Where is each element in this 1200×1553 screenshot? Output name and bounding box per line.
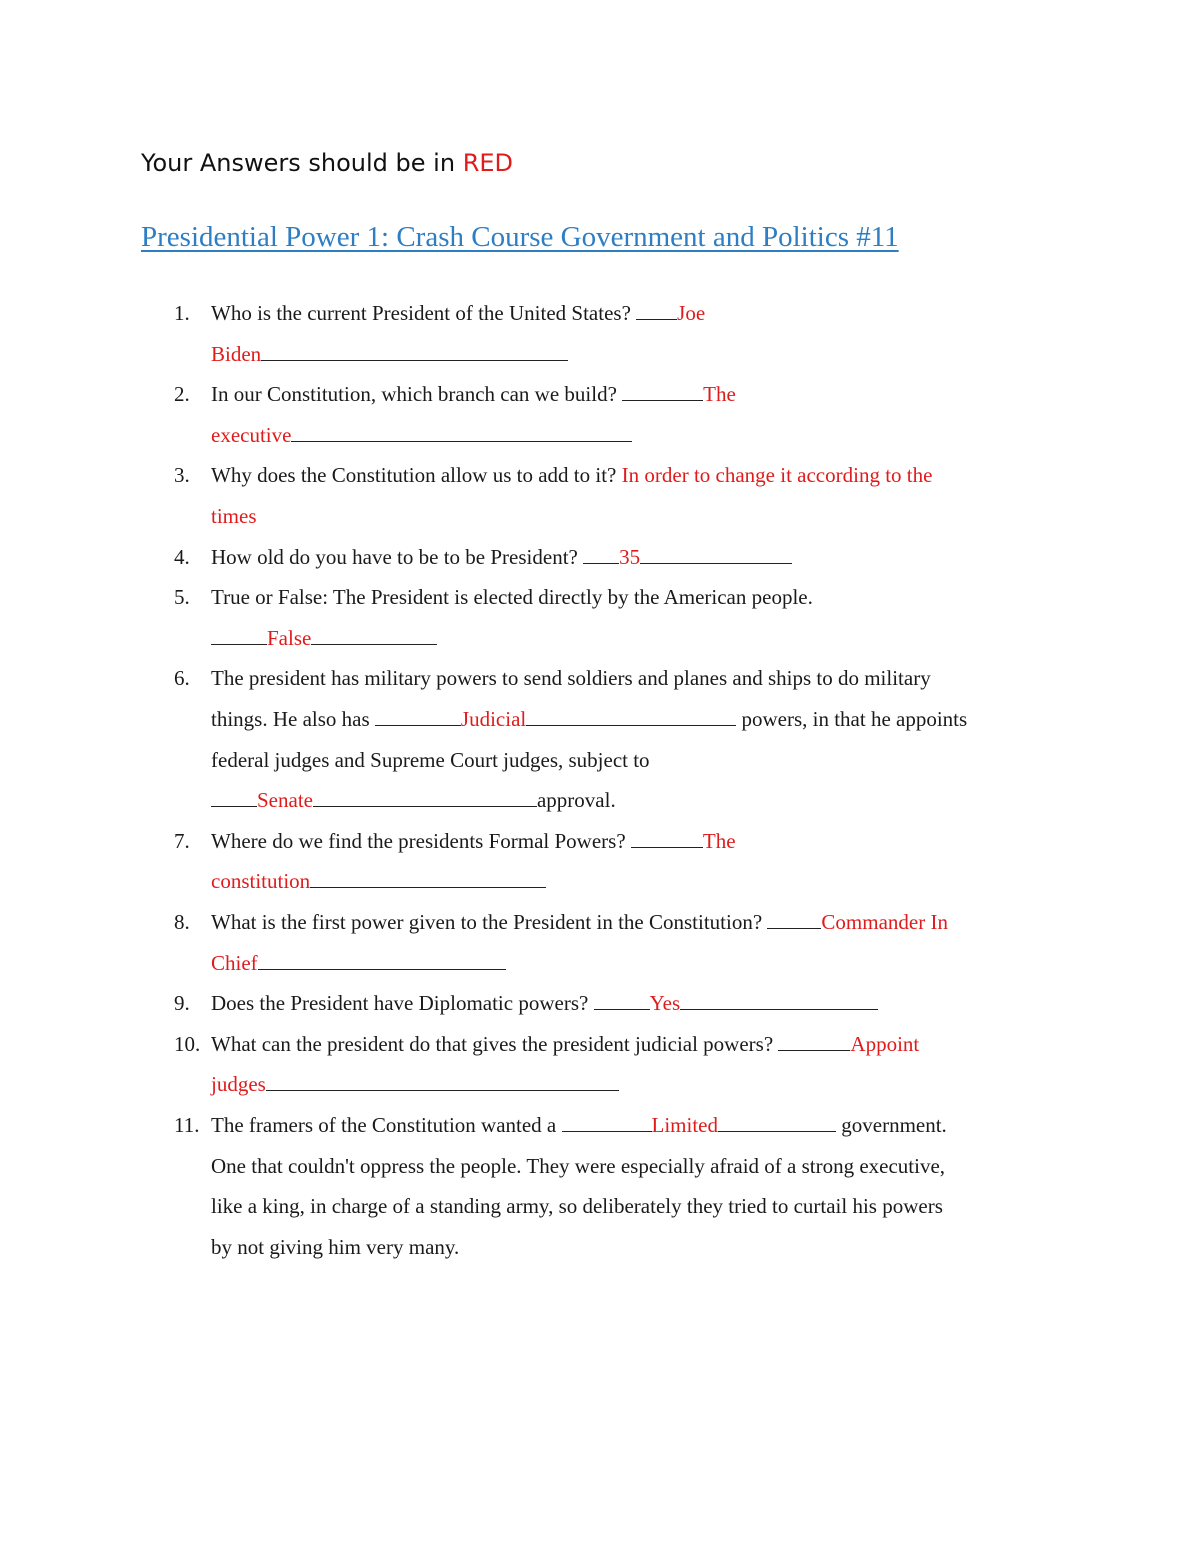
question-text-cont: [211, 1146, 945, 1187]
question-prompt: powers, in that he appoints: [741, 707, 968, 731]
question-text-cont: [211, 861, 546, 902]
question-prompt: by not giving him very many.: [211, 1234, 460, 1259]
question-prompt: approval.: [536, 788, 616, 813]
answer-blank: [261, 342, 568, 361]
answer-blank: [562, 1113, 652, 1132]
answer-text: Limited: [651, 1113, 718, 1137]
question-text: [211, 983, 878, 1024]
question-prompt: Who is the current President of the United States?: [211, 301, 631, 325]
instruction-highlight: RED: [462, 149, 514, 177]
question-prompt: like a king, in charge of a standing army, so deliberately they tried to curtail his powers: [211, 1194, 943, 1219]
answer-blank: [291, 423, 632, 442]
answer-blank: [594, 991, 650, 1010]
video-title-link[interactable]: Presidential Power 1: Crash Course Government and Politics #11: [141, 221, 899, 253]
question-number: 2.: [174, 382, 190, 407]
answer-blank: [631, 829, 703, 848]
question-text: [211, 293, 705, 334]
question-prompt: Why does the Constitution allow us to add to it?: [211, 463, 617, 488]
answer-blank: [680, 991, 878, 1010]
answer-blank: [636, 301, 677, 320]
answer-text: judges: [211, 1072, 266, 1097]
answer-blank: [526, 707, 736, 726]
answer-blank: [258, 951, 506, 970]
answer-text: Judicial: [460, 707, 527, 731]
answer-blank: [310, 869, 546, 888]
question-prompt: government.: [841, 1113, 947, 1137]
question-number: 10.: [174, 1031, 201, 1056]
answer-text: constitution: [211, 869, 311, 894]
answer-blank: [718, 1113, 836, 1132]
answer-text: 35: [619, 544, 641, 569]
answer-blank: [767, 910, 821, 929]
question-prompt: What can the president do that gives the president judicial powers?: [211, 1031, 774, 1056]
question-prompt: Where do we find the presidents Formal Powers?: [211, 828, 626, 853]
answer-text: Biden: [211, 341, 262, 366]
answer-blank: [311, 626, 437, 645]
question-prompt: federal judges and Supreme Court judges, subject to: [211, 747, 650, 772]
answer-text: executive: [211, 422, 292, 447]
answer-text: Chief: [211, 950, 258, 975]
question-text: [211, 902, 948, 943]
instruction-line: [141, 146, 513, 180]
question-prompt: The framers of the Constitution wanted a: [211, 1113, 557, 1137]
question-prompt: What is the first power given to the President in the Constitution?: [211, 910, 763, 934]
answer-blank: [622, 382, 703, 401]
question-prompt: things. He also has: [211, 707, 370, 731]
answer-blank: [313, 788, 537, 807]
question-number: 6.: [174, 666, 190, 691]
question-prompt: How old do you have to be to be President?: [211, 544, 578, 569]
question-text-cont: [211, 415, 632, 456]
question-text: [211, 577, 813, 618]
question-text-cont: [211, 496, 257, 537]
question-prompt: One that couldn't oppress the people. They were especially afraid of a strong executive,: [211, 1153, 946, 1178]
answer-text: times: [211, 504, 257, 528]
question-text: [211, 658, 931, 699]
answer-text: False: [267, 625, 312, 650]
question-text: [211, 821, 736, 862]
question-text-cont: [211, 1227, 459, 1268]
question-text: [211, 1024, 919, 1065]
question-number: 9.: [174, 991, 190, 1016]
question-text-cont: [211, 618, 437, 659]
answer-blank: [640, 545, 792, 564]
question-number: 8.: [174, 910, 190, 934]
question-text-cont: [211, 740, 650, 781]
question-number: 11.: [174, 1113, 200, 1137]
answer-text: Senate: [257, 788, 313, 813]
answer-blank: [211, 626, 267, 645]
answer-text: Appoint: [850, 1031, 920, 1056]
question-text: [211, 1105, 947, 1146]
question-number: 5.: [174, 585, 190, 610]
question-text-cont: [211, 699, 967, 740]
question-text-cont: [211, 1064, 619, 1105]
question-text: [211, 455, 932, 496]
question-text-cont: [211, 334, 568, 375]
answer-blank: [583, 545, 619, 564]
question-text-cont: [211, 1186, 943, 1227]
question-text-cont: [211, 780, 616, 821]
answer-blank: [211, 788, 257, 807]
question-prompt: True or False: The President is elected directly by the American people.: [211, 585, 813, 610]
question-prompt: In our Constitution, which branch can we build?: [211, 382, 617, 407]
question-number: 1.: [174, 301, 190, 325]
answer-blank: [778, 1032, 850, 1051]
question-number: 3.: [174, 463, 190, 488]
answer-text: The: [703, 382, 736, 407]
question-prompt: The president has military powers to send soldiers and planes and ships to do military: [211, 666, 931, 691]
question-text: [211, 537, 792, 578]
answer-text: In order to change it according to the: [621, 463, 933, 488]
question-text: [211, 374, 736, 415]
answer-text: Joe: [677, 301, 706, 325]
answer-blank: [375, 707, 461, 726]
question-number: 7.: [174, 828, 190, 853]
question-prompt: Does the President have Diplomatic powers?: [211, 991, 589, 1016]
question-number: 4.: [174, 544, 190, 569]
answer-text: Yes: [649, 991, 681, 1016]
answer-text: Commander In: [821, 910, 948, 934]
answer-text: The: [702, 828, 736, 853]
answer-blank: [266, 1072, 619, 1091]
instruction-text: Your Answers should be in: [141, 149, 456, 177]
question-text-cont: [211, 943, 506, 984]
